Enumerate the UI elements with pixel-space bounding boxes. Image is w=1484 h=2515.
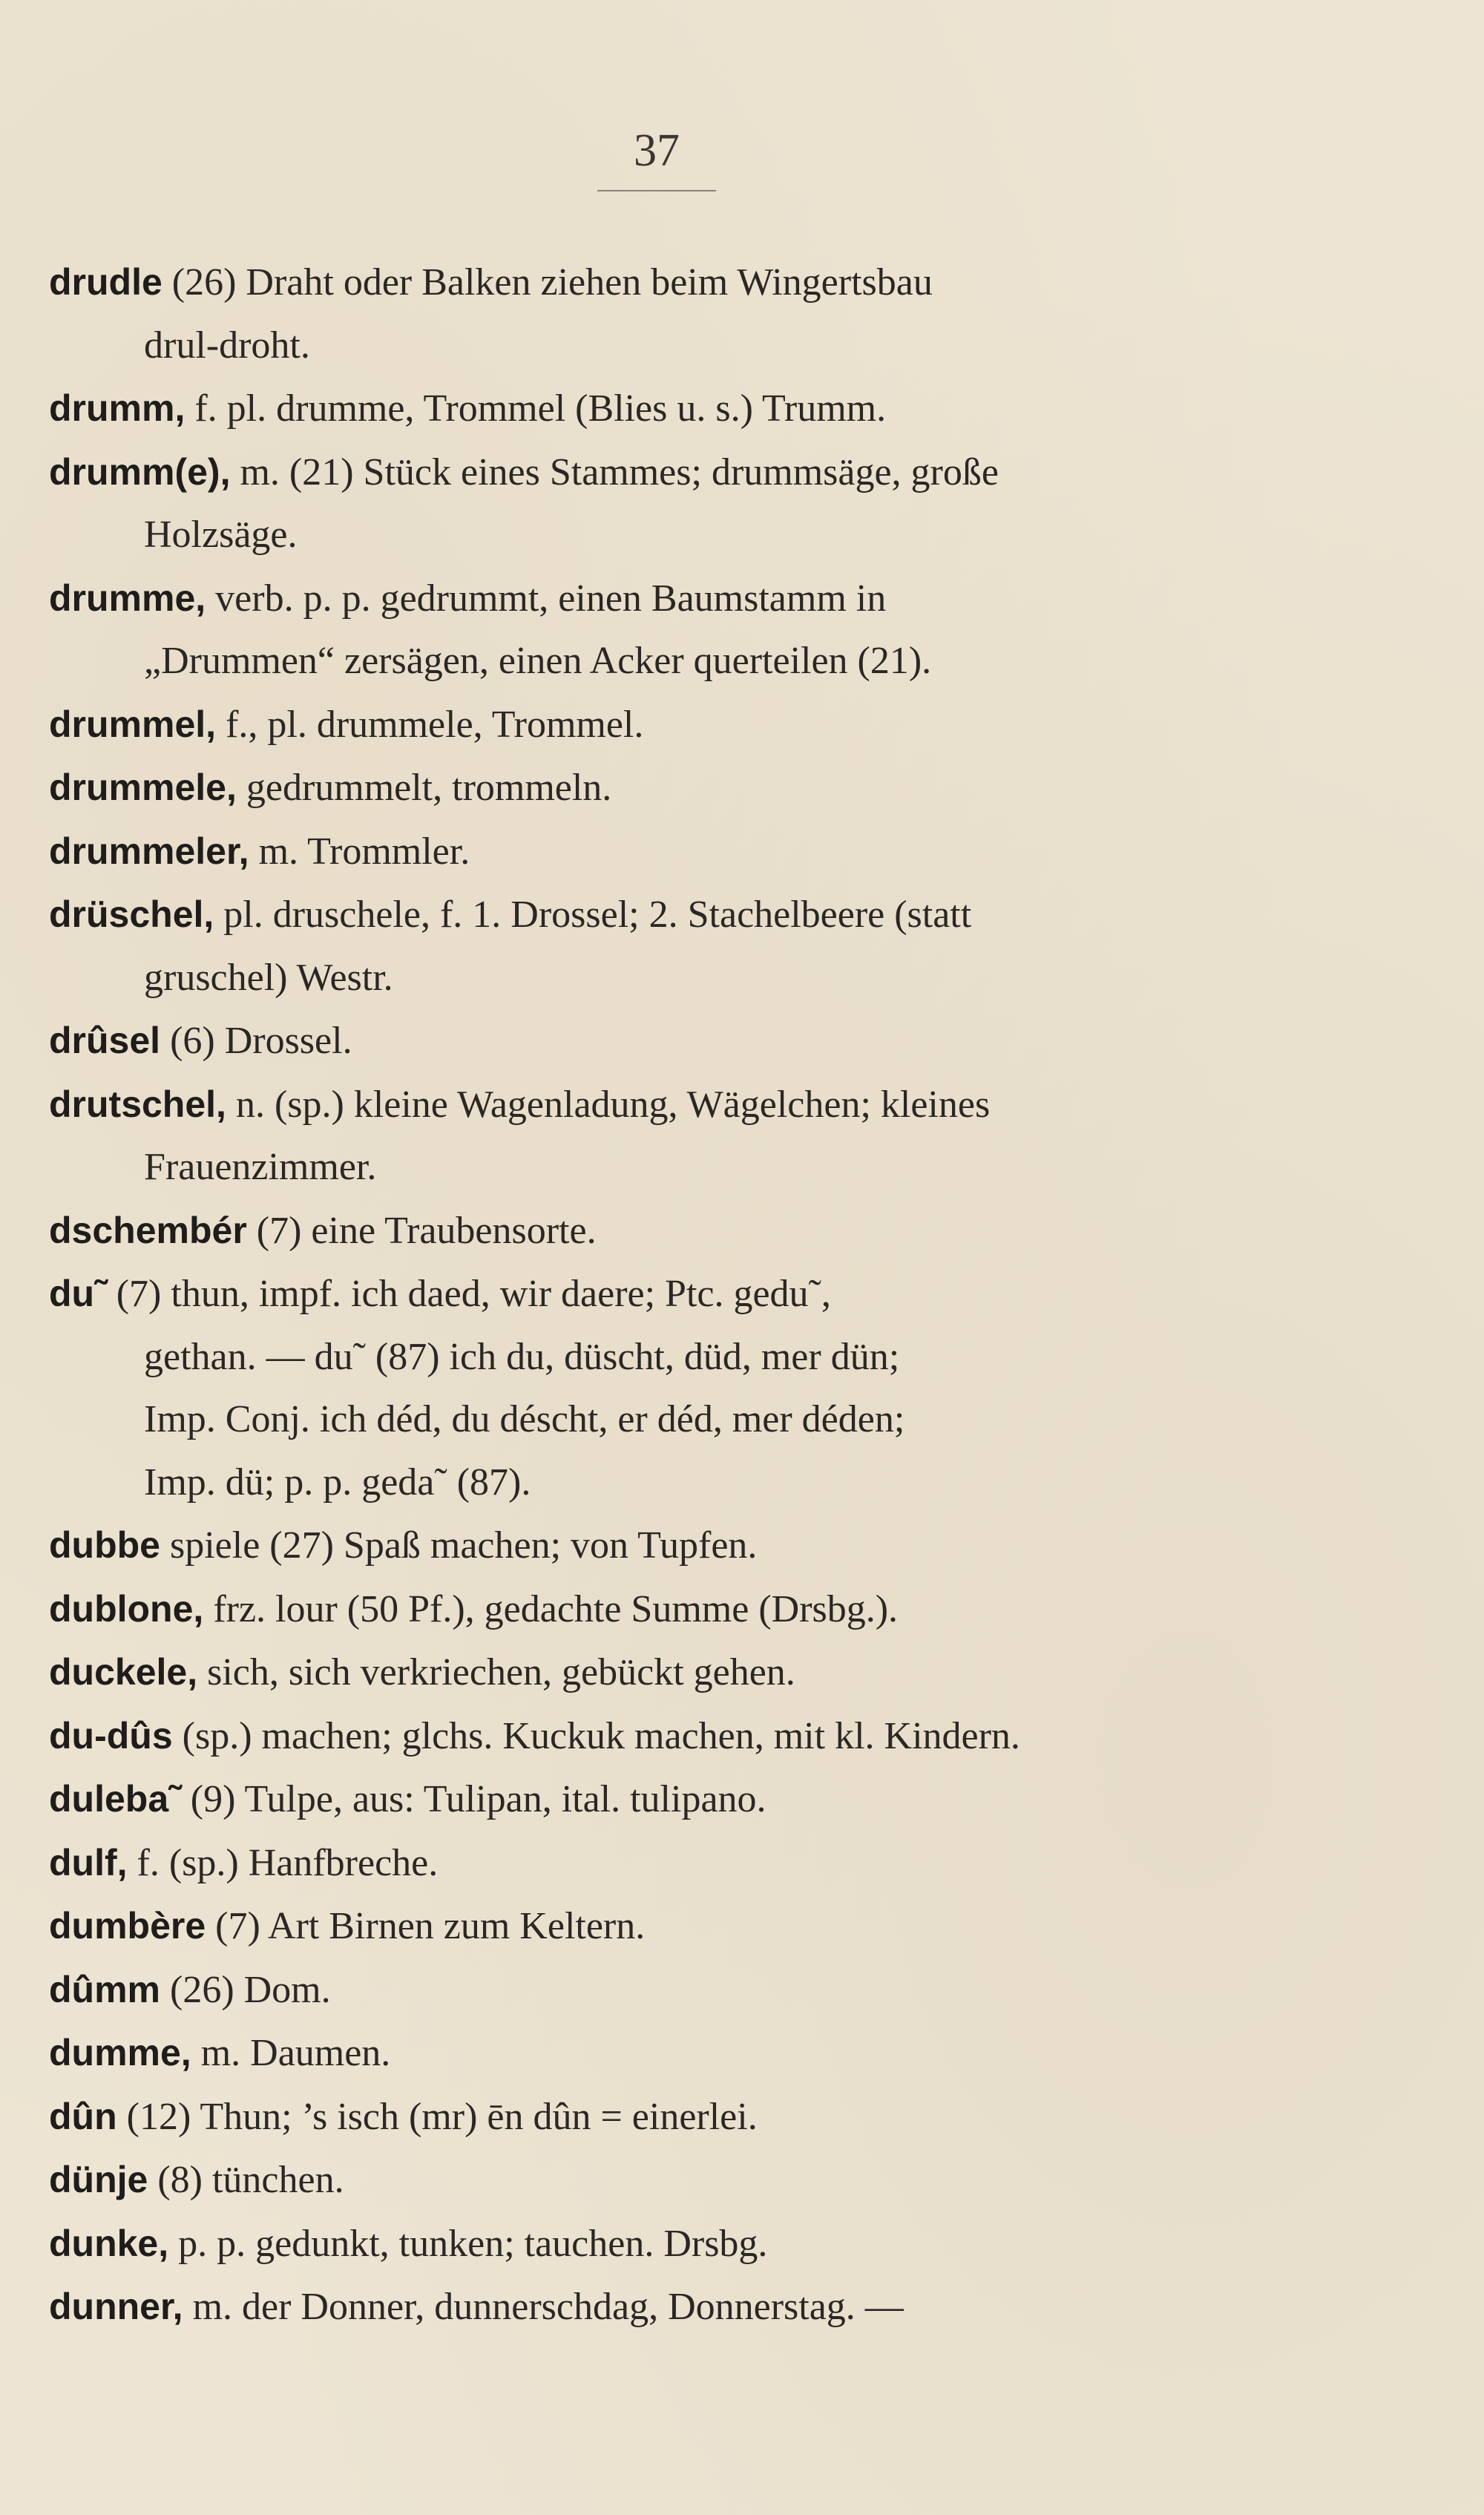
entry-headword: dûmm	[49, 1968, 160, 2010]
entry-headword: drummeler,	[49, 830, 249, 872]
entry-continuation-line: „Drummen“ zersägen, einen Acker querteilen (21).	[144, 640, 932, 682]
entry-definition: (26) Draht oder Balken ziehen beim Wingertsbau	[162, 261, 933, 304]
entry-continuation-line: Imp. dü; p. p. geda˜ (87).	[144, 1460, 531, 1504]
dictionary-entry	[49, 567, 1273, 693]
entry-headword: dschembér	[49, 1209, 247, 1251]
entry-headword: drüschel,	[49, 893, 214, 935]
entry-continuation-line: gruschel) Westr.	[144, 956, 393, 999]
entry-continuation-line: drul-droht.	[144, 324, 310, 367]
dictionary-entry	[49, 1705, 1273, 1768]
entry-definition: (26) Dom.	[160, 1968, 331, 2011]
dictionary-entry	[49, 1641, 1273, 1705]
entry-headword: drummel,	[49, 703, 217, 745]
entry-definition: n. (sp.) kleine Wagenladung, Wägelchen; kleines	[226, 1083, 991, 1126]
entry-definition: (7) Art Birnen zum Keltern.	[206, 1905, 646, 1947]
entry-definition: pl. druschele, f. 1. Drossel; 2. Stachelbeere (statt	[214, 893, 972, 936]
dictionary-entry	[49, 2275, 1273, 2339]
entry-definition: m. Trommler.	[249, 830, 470, 873]
dictionary-entry	[49, 1895, 1273, 1958]
entry-definition: (6) Drossel.	[160, 1020, 352, 1062]
dictionary-entry	[49, 2021, 1273, 2085]
dictionary-entry	[49, 377, 1273, 441]
dictionary-entry	[49, 1199, 1273, 1263]
entry-definition: (7) eine Traubensorte.	[246, 1209, 597, 1252]
entry-headword: duckele,	[49, 1651, 198, 1693]
entry-headword: dunke,	[49, 2222, 169, 2264]
dictionary-entry	[49, 820, 1273, 884]
entry-definition: m. (21) Stück eines Stammes; drummsäge, große	[230, 450, 999, 494]
entry-headword: dublone,	[49, 1587, 204, 1630]
dictionary-entry	[49, 1958, 1273, 2022]
dictionary-entry	[49, 251, 1273, 377]
entry-headword: dumme,	[49, 2032, 191, 2073]
entry-headword: duleba˜	[49, 1778, 181, 1820]
dictionary-entry	[49, 693, 1273, 757]
entry-headword: dûn	[49, 2095, 117, 2137]
entry-definition: (sp.) machen; glchs. Kuckuk machen, mit kl. Kindern.	[172, 1714, 1020, 1757]
dictionary-entry	[49, 1514, 1273, 1578]
page-number: 37	[634, 125, 680, 176]
dictionary-entry	[49, 883, 1273, 1009]
entry-definition: (8) tünchen.	[148, 2159, 344, 2201]
entry-definition: sich, sich verkriechen, gebückt gehen.	[197, 1651, 795, 1693]
entry-headword: du˜	[49, 1273, 107, 1314]
dictionary-entry	[49, 2148, 1273, 2212]
dictionary-entry	[49, 1009, 1273, 1073]
entry-headword: drummele,	[49, 767, 237, 808]
entry-definition: (12) Thun; ’s isch (mr) ēn dûn = einerlei.	[116, 2095, 758, 2138]
entry-definition: frz. lour (50 Pf.), gedachte Summe (Drsbg.).	[203, 1587, 899, 1630]
entry-headword: drumm(e),	[49, 450, 231, 493]
entry-headword: dulf,	[49, 1841, 128, 1883]
dictionary-entry	[49, 2212, 1273, 2276]
dictionary-entry	[49, 1262, 1273, 1514]
entry-continuation-line: Imp. Conj. ich déd, du déscht, er déd, mer déden;	[144, 1398, 905, 1440]
entry-continuation-line: gethan. — du˜ (87) ich du, düscht, düd, mer dün;	[144, 1335, 900, 1378]
entry-headword: drumme,	[49, 577, 206, 619]
entry-definition: m. Daumen.	[191, 2032, 391, 2074]
entry-headword: drutschel,	[49, 1083, 226, 1125]
entry-headword: dumbère	[49, 1905, 206, 1947]
entry-headword: dunner,	[49, 2286, 183, 2327]
entry-headword: dünje	[49, 2159, 148, 2200]
dictionary-entry	[49, 756, 1273, 820]
page-number-rule	[597, 190, 716, 191]
entry-definition: f. (sp.) Hanfbreche.	[127, 1841, 439, 1884]
entry-headword: drumm,	[49, 387, 186, 429]
dictionary-entry	[49, 1073, 1273, 1199]
entry-headword: du-dûs	[49, 1714, 173, 1757]
dictionary-entry	[49, 2085, 1273, 2149]
entry-continuation-line: Frauenzimmer.	[144, 1146, 377, 1188]
entry-definition: (7) thun, impf. ich daed, wir daere; Ptc. gedu˜,	[106, 1273, 831, 1315]
entry-definition: (9) Tulpe, aus: Tulipan, ital. tulipano.	[180, 1778, 766, 1820]
dictionary-entries	[49, 251, 1273, 2339]
dictionary-entry	[49, 1832, 1273, 1895]
entry-headword: dubbe	[49, 1524, 160, 1566]
entry-definition: verb. p. p. gedrummt, einen Baumstamm in	[206, 577, 887, 620]
dictionary-entry	[49, 441, 1273, 567]
entry-continuation-line: Holzsäge.	[144, 514, 298, 556]
entry-definition: m. der Donner, dunnerschdag, Donnerstag. —	[183, 2286, 904, 2328]
entry-definition: spiele (27) Spaß machen; von Tupfen.	[160, 1524, 758, 1567]
entry-definition: p. p. gedunkt, tunken; tauchen. Drsbg.	[168, 2222, 768, 2265]
entry-headword: drudle	[49, 261, 162, 303]
entry-headword: drûsel	[49, 1020, 161, 1061]
entry-definition: f., pl. drummele, Trommel.	[216, 703, 644, 746]
entry-definition: gedrummelt, trommeln.	[236, 767, 612, 809]
dictionary-entry	[49, 1578, 1273, 1642]
entry-definition: f. pl. drumme, Trommel (Blies u. s.) Trumm.	[185, 387, 887, 430]
dictionary-entry	[49, 1768, 1273, 1832]
